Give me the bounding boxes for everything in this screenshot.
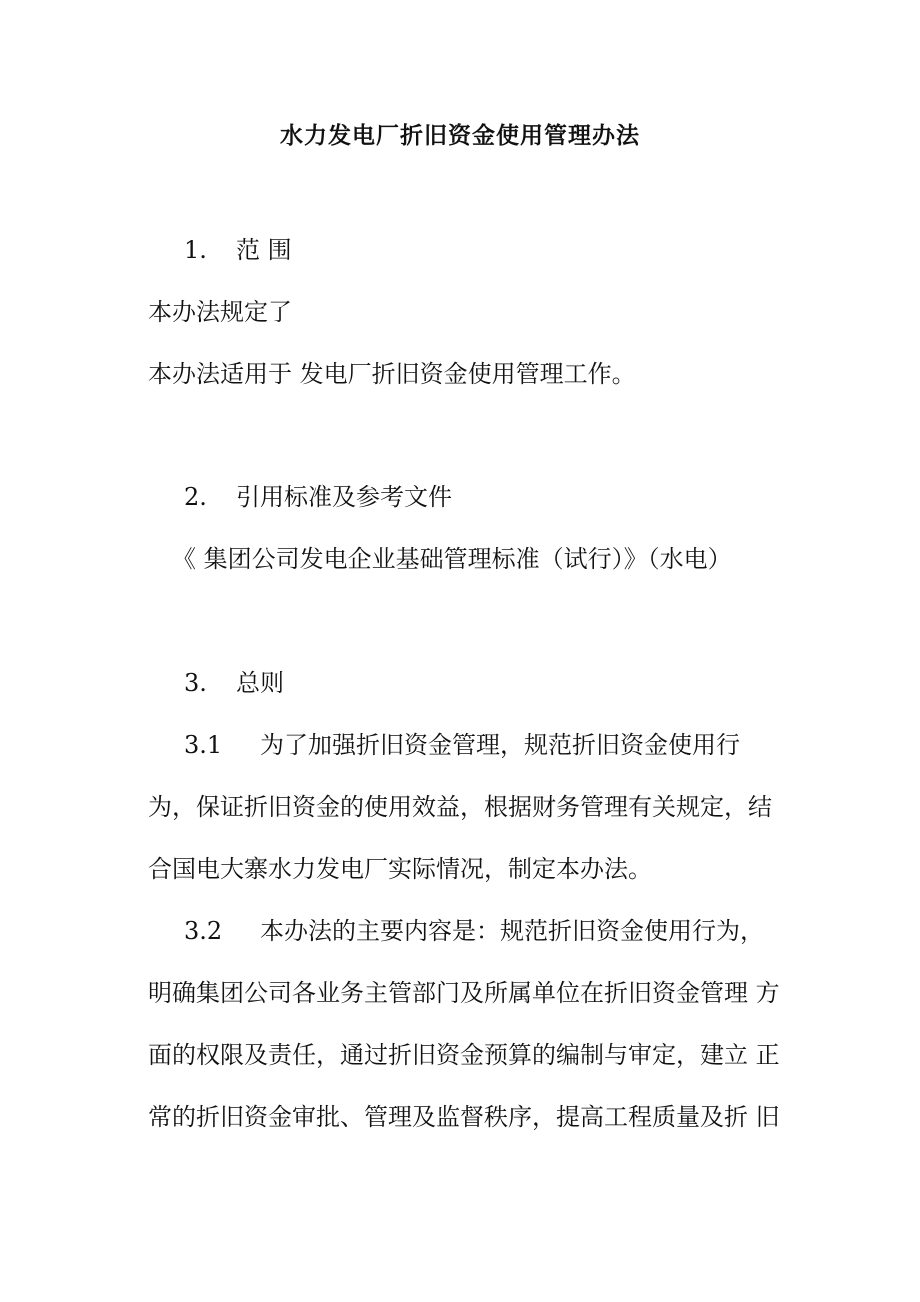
paragraph-line: 《 集团公司发电企业基础管理标准（试行）》（水电） xyxy=(172,545,732,573)
section-number: 2. xyxy=(184,483,207,511)
document-title: 水力发电厂折旧资金使用管理办法 xyxy=(280,123,640,149)
section-title: 总则 xyxy=(236,669,284,697)
clause-number: 3.1 xyxy=(184,731,223,759)
section-number: 3. xyxy=(184,669,207,697)
clause-text: 为了加强折旧资金管理，规范折旧资金使用行 xyxy=(260,731,740,759)
clause-number: 3.2 xyxy=(184,917,223,945)
clause-text: 本办法的主要内容是：规范折旧资金使用行为， xyxy=(260,917,764,945)
paragraph-line: 常的折旧资金审批、管理及监督秩序，提高工程质量及折 旧 xyxy=(148,1103,780,1131)
paragraph-line: 本办法适用于 发电厂折旧资金使用管理工作。 xyxy=(148,360,636,388)
paragraph-line: 本办法规定了 xyxy=(148,298,292,326)
clause-line xyxy=(184,916,764,946)
paragraph-line: 明确集团公司各业务主管部门及所属单位在折旧资金管理 方 xyxy=(148,979,780,1007)
paragraph-line: 面的权限及责任，通过折旧资金预算的编制与审定，建立 正 xyxy=(148,1041,780,1069)
section-title: 范 围 xyxy=(236,236,292,264)
clause-line xyxy=(184,730,740,760)
paragraph-line: 为，保证折旧资金的使用效益，根据财务管理有关规定，结 xyxy=(148,793,772,821)
section-heading xyxy=(184,482,452,512)
section-heading xyxy=(184,668,284,698)
section-number: 1. xyxy=(184,236,207,264)
section-title: 引用标准及参考文件 xyxy=(236,483,452,511)
section-heading xyxy=(184,235,292,265)
paragraph-line: 合国电大寨水力发电厂实际情况，制定本办法。 xyxy=(148,855,652,883)
